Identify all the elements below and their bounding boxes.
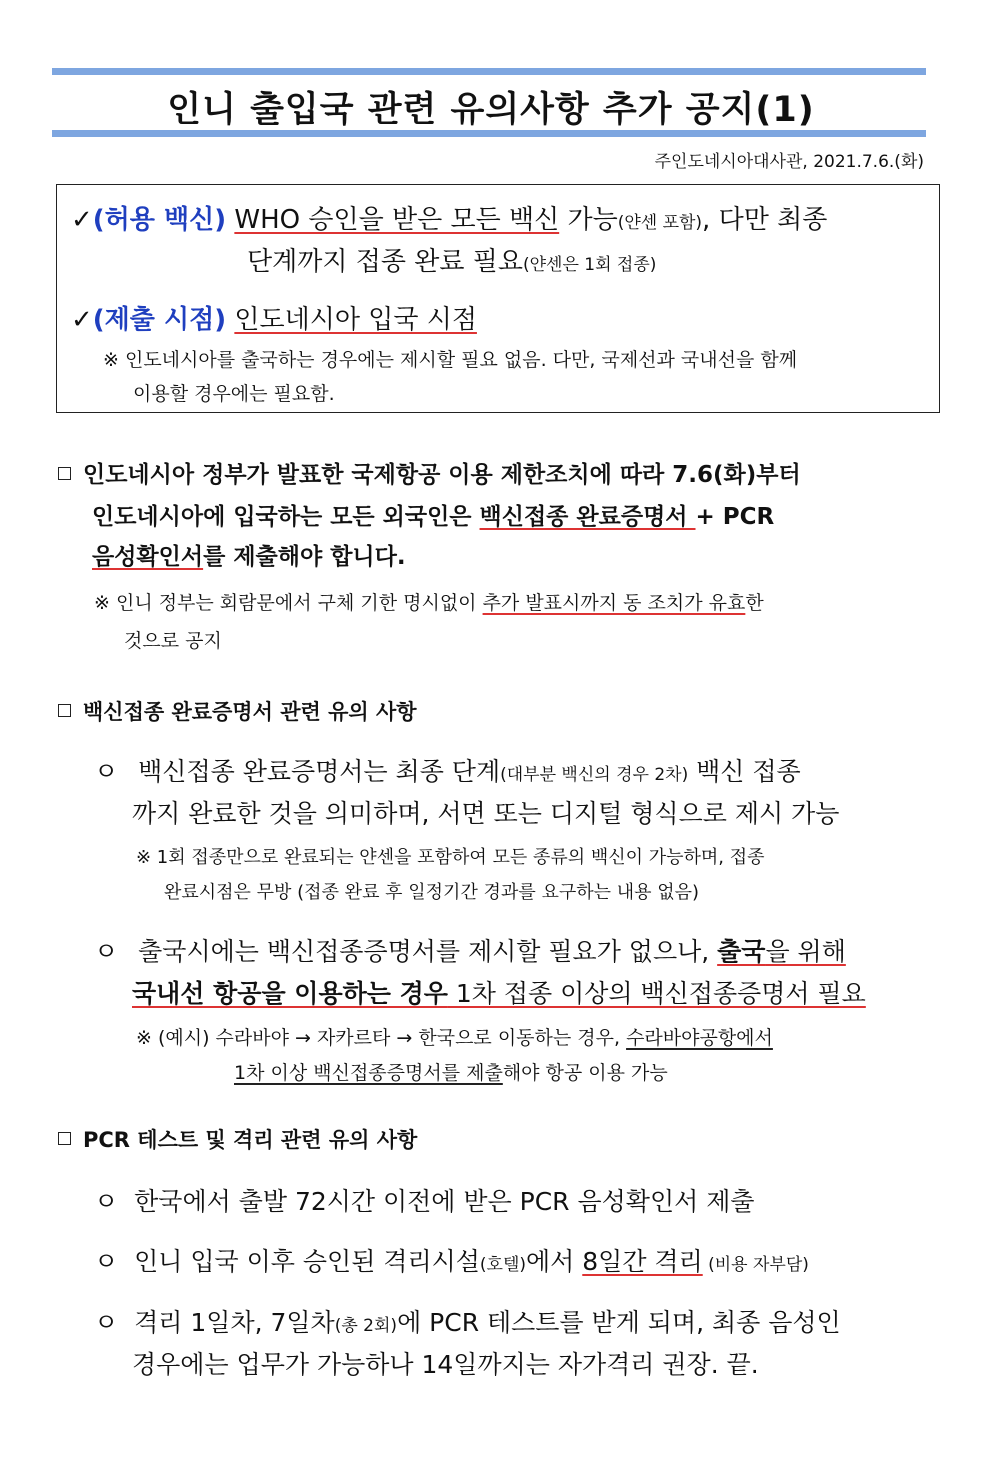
section3-b2b: 에서 [526, 1247, 583, 1276]
label-allowed-vaccine: (허용 백신) [92, 205, 227, 235]
top-rule [52, 68, 926, 75]
allowed-text: 가능 [559, 205, 618, 235]
label-submit-timing: (제출 시점) [92, 305, 227, 335]
section2-bullet1-line1 [94, 752, 801, 788]
vaccine-cert-text: 백신접종 완료증명서 [479, 504, 696, 530]
section2-note1-line2: 완료시점은 무방 (접종 완료 후 일정기간 경과를 요구하는 내용 없음) [164, 882, 700, 903]
domestic-flight-text: 국내선 항공을 이용하는 경우 [132, 979, 448, 1008]
section2-bullet2-line2 [132, 974, 866, 1010]
section1-line3 [92, 538, 406, 571]
bullet-icon: ㅇ [94, 1308, 119, 1337]
janssen-note: (얀센 포함) [617, 213, 703, 233]
section3-b3-paren: (총 2회) [334, 1316, 398, 1336]
however-text: , 다만 최종 [702, 205, 828, 235]
section1-note-line2: 것으로 공지 [124, 630, 222, 652]
bullet-icon: ㅇ [94, 1187, 119, 1216]
janssen-dose-note: (얀센은 1회 접종) [522, 255, 657, 275]
section2-heading-text: 백신접종 완료증명서 관련 유의 사항 [83, 700, 417, 724]
section2-note1-line1: ※ 1회 접종만으로 완료되는 얀센을 포함하여 모든 종류의 백신이 가능하며, 접종 [136, 847, 765, 868]
departure-text: 출국 [717, 937, 766, 966]
square-bullet-icon [58, 704, 71, 717]
section1-line1 [58, 456, 801, 489]
summary-note-line2: 이용할 경우에는 필요함. [133, 383, 335, 405]
section2-note2a: ※ (예시) 수라바야 → 자카르타 → 한국으로 이동하는 경우, [136, 1027, 627, 1049]
bullet-icon: ㅇ [94, 937, 119, 966]
page-title: 인니 출입국 관련 유의사항 추가 공지(1) [167, 90, 815, 130]
section2-note2-line2b: 해야 항공 이용 가능 [502, 1062, 668, 1084]
square-bullet-icon [58, 467, 71, 480]
allowed-vaccine-text: WHO 승인을 받은 모든 백신 [234, 205, 560, 235]
section3-b2-paren: (호텔) [479, 1255, 527, 1275]
submit-timing-text: 인도네시아 입국 시점 [234, 305, 477, 335]
summary-item-timing [71, 299, 477, 336]
section2-b1a: 백신접종 완료증명서는 최종 단계 [138, 757, 501, 786]
section2-note2b: 수라바야공항에서 [626, 1027, 773, 1049]
section1-text2c: + PCR [695, 504, 775, 530]
section3-b3b: 에 PCR 테스트를 받게 되며, 최종 음성인 [397, 1308, 841, 1337]
section1-text2a: 인도네시아에 입국하는 모든 외국인은 [92, 504, 480, 530]
section1-line2 [92, 498, 774, 531]
section3-bullet1 [94, 1182, 755, 1218]
section2-note2-line2 [234, 1058, 668, 1085]
section2-b1b: 백신 접종 [688, 757, 801, 786]
section1-note-line1 [94, 588, 764, 615]
section3-bullet2 [94, 1242, 809, 1278]
section1-text3b: 를 제출해야 합니다. [203, 544, 406, 570]
section2-note2-line2a: 1차 이상 백신접종증명서를 제출 [234, 1062, 503, 1084]
section2-b2a: 출국시에는 백신접종증명서를 제시할 필요가 없으나, [138, 937, 718, 966]
section2-bullet1-line2: 까지 완료한 것을 의미하며, 서면 또는 디지털 형식으로 제시 가능 [132, 799, 840, 828]
section2-b2c: 을 위해 [765, 937, 846, 966]
section2-b1-paren: (대부분 백신의 경우 2차) [500, 765, 689, 785]
section1-note-b: 추가 발표시까지 동 조치가 유효 [482, 592, 746, 614]
bullet-icon: ㅇ [94, 1247, 119, 1276]
section2-bullet2-line1 [94, 932, 846, 968]
section3-heading-text: PCR 테스트 및 격리 관련 유의 사항 [83, 1128, 418, 1152]
section3-bullet3-line2: 경우에는 업무가 가능하나 14일까지는 자가격리 권장. 끝. [132, 1350, 759, 1379]
check-icon: ✓ [71, 305, 93, 335]
section2-heading [58, 696, 417, 726]
section3-heading [58, 1124, 417, 1154]
section2-note2-line1 [136, 1023, 773, 1050]
section3-bullet3-line1 [94, 1303, 841, 1339]
check-icon: ✓ [71, 205, 93, 235]
issuer-date: 주인도네시아대사관, 2021.7.6.(화) [654, 152, 924, 172]
bullet-icon: ㅇ [94, 757, 119, 786]
section3-b1: 한국에서 출발 72시간 이전에 받은 PCR 음성확인서 제출 [134, 1187, 755, 1216]
section1-note-c: 한 [745, 592, 764, 614]
section1-note-a: ※ 인니 정부는 회람문에서 구체 기한 명시없이 [94, 592, 483, 614]
bottom-rule [52, 130, 926, 137]
square-bullet-icon [58, 1132, 71, 1145]
quarantine-days-text: 8일간 격리 [582, 1247, 703, 1276]
summary-item-vaccine [71, 199, 827, 236]
section3-b2a: 인니 입국 이후 승인된 격리시설 [134, 1247, 480, 1276]
section1-text1: 인도네시아 정부가 발표한 국제항공 이용 제한조치에 따라 7.6(화)부터 [83, 462, 801, 488]
summary-item-vaccine-line2 [247, 241, 656, 278]
negative-cert-text: 음성확인서 [92, 544, 204, 570]
section3-b3a: 격리 1일차, 7일차 [134, 1308, 335, 1337]
section2-b2-line2b: 1차 접종 이상의 백신접종증명서 필요 [447, 979, 866, 1008]
completion-text: 단계까지 접종 완료 필요 [247, 247, 523, 277]
section3-b2d: (비용 자부담) [702, 1255, 809, 1275]
summary-box [56, 184, 940, 413]
summary-note-line1: ※ 인도네시아를 출국하는 경우에는 제시할 필요 없음. 다만, 국제선과 국내선을 함께 [103, 349, 798, 371]
